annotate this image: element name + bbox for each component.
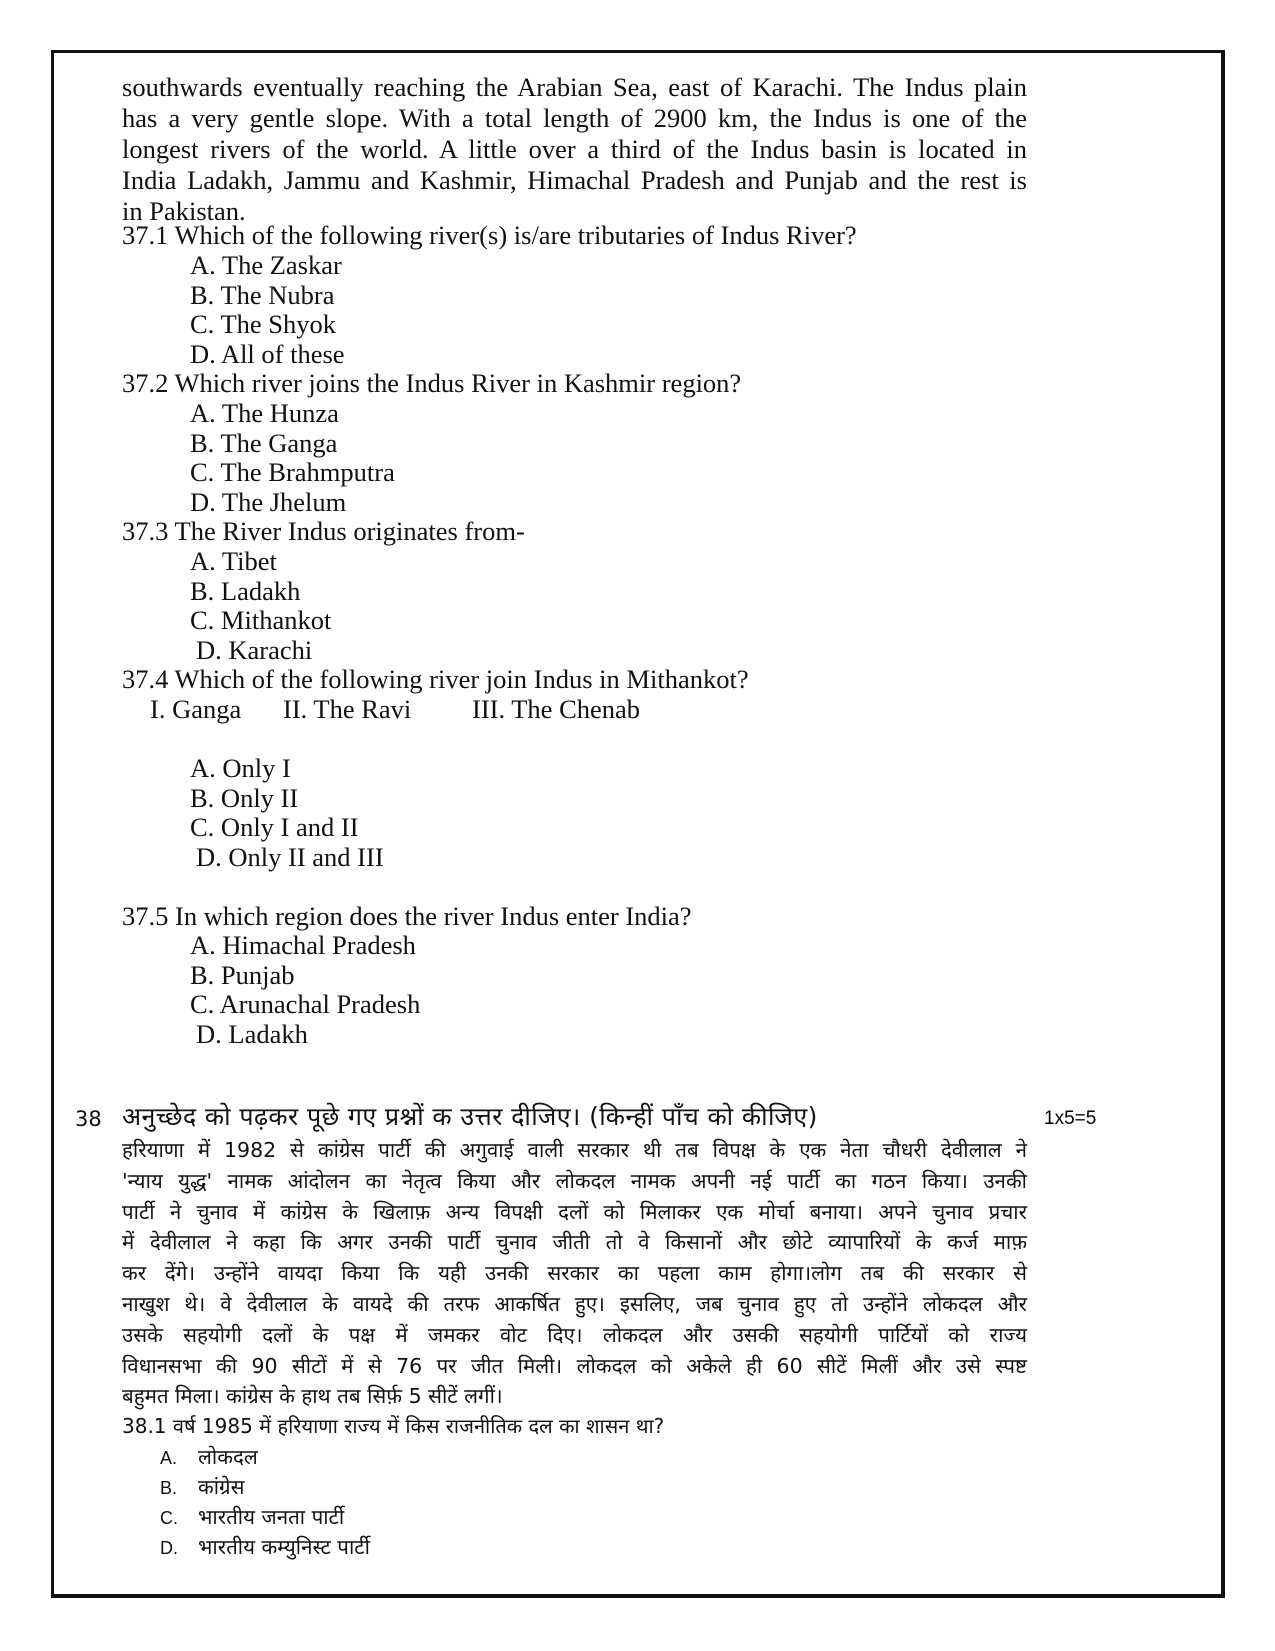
roman-item-2: II. The Ravi bbox=[283, 694, 412, 724]
roman-item-1: I. Ganga bbox=[150, 694, 242, 724]
question-number: 38 bbox=[75, 1107, 102, 1131]
option-b: B. Punjab bbox=[190, 960, 295, 990]
option-text: भारतीय जनता पार्टी bbox=[198, 1505, 345, 1529]
passage-line: उसके सहयोगी दलों के पक्ष में जमकर वोट दिए। लोकदल और उसकी सहयोगी पार्टियों को राज्य bbox=[122, 1322, 1027, 1347]
option-b: B. Ladakh bbox=[190, 576, 301, 606]
passage-line: विधानसभा की 90 सीटों में से 76 पर जीत मिली। लोकदल को अकेले ही 60 सीटें मिलीं और उसे स्पष्ट bbox=[122, 1353, 1027, 1378]
option-a: A. The Zaskar bbox=[190, 250, 342, 280]
passage-line: longest rivers of the world. A little over a third of the Indus basin is located in bbox=[122, 134, 1027, 164]
passage-line: पार्टी ने चुनाव में कांग्रेस के खिलाफ़ अन्य विपक्षी दलों को मिलाकर एक मोर्चा बनाया। अपने चुनाव प्रचार bbox=[122, 1199, 1027, 1224]
option-b: B. The Ganga bbox=[190, 428, 338, 458]
option-c: C. Only I and II bbox=[190, 812, 359, 842]
option-text: लोकदल bbox=[198, 1445, 258, 1469]
passage-line: हरियाणा में 1982 से कांग्रेस पार्टी की अगुवाई वाली सरकार थी तब विपक्ष के एक नेता चौधरी देवीलाल ने bbox=[122, 1138, 1027, 1162]
option-text: कांग्रेस bbox=[198, 1475, 245, 1499]
option-c bbox=[160, 1502, 344, 1533]
passage-37 bbox=[122, 72, 1027, 227]
option-c: C. Mithankot bbox=[190, 605, 332, 635]
option-text: भारतीय कम्युनिस्ट पार्टी bbox=[198, 1535, 370, 1559]
option-a: A. Tibet bbox=[190, 546, 277, 576]
roman-item-3: III. The Chenab bbox=[472, 694, 641, 724]
question-37-3: 37.3 The River Indus originates from- bbox=[122, 516, 525, 546]
option-b: B. Only II bbox=[190, 783, 299, 813]
passage-line: कर देंगे। उन्होंने वायदा किया कि यही उनकी सरकार का पहला काम होगा।लोग तब की सरकार से bbox=[122, 1261, 1027, 1286]
option-a bbox=[160, 1442, 258, 1473]
option-d: D. Only II and III bbox=[196, 842, 384, 872]
option-d: D. Ladakh bbox=[196, 1019, 308, 1049]
passage-line: India Ladakh, Jammu and Kashmir, Himachal Pradesh and Punjab and the rest is bbox=[122, 165, 1027, 195]
passage-38 bbox=[122, 1135, 1027, 1412]
option-c: C. The Shyok bbox=[190, 309, 337, 339]
option-letter: A. bbox=[160, 1448, 178, 1468]
passage-line: southwards eventually reaching the Arabian Sea, east of Karachi. The Indus plain bbox=[122, 72, 1027, 102]
passage-line: बहुमत मिला। कांग्रेस के हाथ तब सिर्फ़ 5 सीटें लगीं। bbox=[122, 1384, 503, 1409]
option-letter: D. bbox=[160, 1538, 178, 1558]
option-letter: B. bbox=[160, 1478, 178, 1498]
question-37-2: 37.2 Which river joins the Indus River in Kashmir region? bbox=[122, 368, 742, 398]
option-d: D. All of these bbox=[190, 339, 345, 369]
question-37-4: 37.4 Which of the following river join Indus in Mithankot? bbox=[122, 664, 749, 694]
option-a: A. The Hunza bbox=[190, 398, 339, 428]
passage-line: में देवीलाल ने कहा कि अगर उनकी पार्टी चुनाव जीती तो वे किसानों और छोटे व्यापारियों के कर्ज माफ़ bbox=[122, 1230, 1027, 1255]
question-37-1: 37.1 Which of the following river(s) is/are tributaries of Indus River? bbox=[122, 220, 857, 250]
option-c: C. The Brahmputra bbox=[190, 457, 395, 487]
passage-line: has a very gentle slope. With a total length of 2900 km, the Indus is one of the bbox=[122, 103, 1027, 133]
option-b: B. The Nubra bbox=[190, 280, 335, 310]
passage-line: नाखुश थे। वे देवीलाल के वायदे की तरफ आकर्षित हुए। इसलिए, जब चुनाव हुए तो उन्होंने लोकदल और bbox=[122, 1291, 1027, 1316]
passage-line: in Pakistan. bbox=[122, 196, 246, 226]
marks-label: 1x5=5 bbox=[1044, 1108, 1097, 1129]
option-d bbox=[160, 1532, 370, 1563]
option-c: C. Arunachal Pradesh bbox=[190, 989, 421, 1019]
question-38-1: 38.1 वर्ष 1985 में हरियाणा राज्य में किस राजनीतिक दल का शासन था? bbox=[122, 1414, 665, 1438]
option-d: D. The Jhelum bbox=[190, 487, 347, 517]
question-37-5: 37.5 In which region does the river Indus enter India? bbox=[122, 901, 692, 931]
option-d: D. Karachi bbox=[196, 635, 313, 665]
passage-line: 'न्याय युद्ध' नामक आंदोलन का नेतृत्व किया और लोकदल नामक अपनी नई पार्टी का गठन किया। उनकी bbox=[122, 1168, 1027, 1193]
question-38-title: अनुच्छेद को पढ़कर पूछे गए प्रश्नों क उत्तर दीजिए। (किन्हीं पाँच को कीजिए) bbox=[122, 1102, 818, 1131]
option-letter: C. bbox=[160, 1508, 178, 1528]
option-a: A. Himachal Pradesh bbox=[190, 930, 416, 960]
option-a: A. Only I bbox=[190, 753, 291, 783]
option-b bbox=[160, 1472, 244, 1503]
